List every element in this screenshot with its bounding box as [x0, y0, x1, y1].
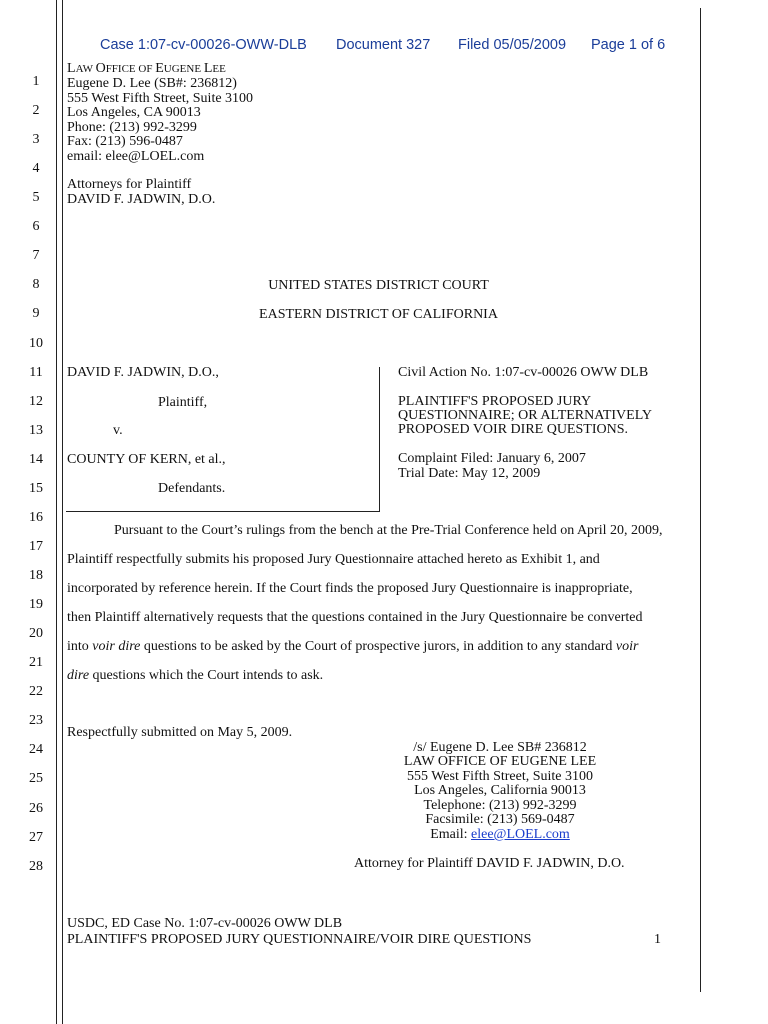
- line-number: 6: [32, 219, 40, 234]
- footer-case-number: USDC, ED Case No. 1:07-cv-00026 OWW DLB: [67, 916, 343, 931]
- line-number: 4: [32, 161, 40, 176]
- left-margin-rule-outer: [56, 0, 57, 1024]
- body-line-3: incorporated by reference herein. If the Court finds the proposed Jury Questionnaire is inappropriate,: [67, 581, 633, 596]
- attorney-email: email: elee@LOEL.com: [67, 149, 205, 164]
- defendant-role: Defendants.: [158, 481, 226, 496]
- caption-divider-vertical: [379, 367, 380, 511]
- body-line-2: Plaintiff respectfully submits his proposed Jury Questionnaire attached hereto as Exhibit 1, and: [67, 552, 600, 567]
- header-filed-date: Filed 05/05/2009: [458, 37, 567, 53]
- line-number: 16: [29, 510, 43, 525]
- line-number: 25: [29, 771, 43, 786]
- line-number: 23: [29, 713, 43, 728]
- line-number: 17: [29, 539, 43, 554]
- trial-date: Trial Date: May 12, 2009: [398, 466, 541, 481]
- line-number: 2: [32, 103, 40, 118]
- attorney-name: Eugene D. Lee (SB#: 236812): [67, 76, 237, 91]
- plaintiff-name: DAVID F. JADWIN, D.O.,: [67, 365, 219, 380]
- signature-telephone: Telephone: (213) 992-3299: [423, 798, 577, 813]
- line-number: 21: [29, 655, 43, 670]
- header-case-number: Case 1:07-cv-00026-OWW-DLB: [100, 37, 307, 53]
- signature-address-1: 555 West Fifth Street, Suite 3100: [406, 769, 594, 784]
- attorney-fax: Fax: (213) 596-0487: [67, 134, 183, 149]
- footer-page-number: 1: [654, 932, 661, 947]
- right-margin-rule: [700, 8, 701, 992]
- document-title-line-1: PLAINTIFF'S PROPOSED JURY: [398, 394, 592, 409]
- footer-document-title: PLAINTIFF'S PROPOSED JURY QUESTIONNAIRE/VOIR DIRE QUESTIONS: [67, 932, 532, 947]
- header-page-count: Page 1 of 6: [591, 37, 666, 53]
- line-number: 12: [29, 394, 43, 409]
- line-number: 11: [29, 365, 43, 380]
- plaintiff-role: Plaintiff,: [158, 395, 208, 410]
- submitted-date-line: Respectfully submitted on May 5, 2009.: [67, 725, 293, 740]
- firm-name: LAW OFFICE OF EUGENE LEE: [67, 61, 226, 76]
- left-margin-rule-inner: [62, 0, 63, 1024]
- line-number: 3: [32, 132, 40, 147]
- attorney-phone: Phone: (213) 992-3299: [67, 120, 197, 135]
- signature-line: /s/ Eugene D. Lee SB# 236812: [413, 740, 587, 755]
- line-number: 5: [32, 190, 40, 205]
- court-district: EASTERN DISTRICT OF CALIFORNIA: [259, 307, 498, 322]
- line-number: 8: [32, 277, 40, 292]
- signature-firm: LAW OFFICE OF EUGENE LEE: [403, 754, 597, 769]
- complaint-filed-date: Complaint Filed: January 6, 2007: [398, 451, 586, 466]
- document-title-line-3: PROPOSED VOIR DIRE QUESTIONS.: [398, 422, 628, 437]
- header-document-number: Document 327: [336, 37, 431, 53]
- line-number: 9: [32, 306, 40, 321]
- body-line-1: Pursuant to the Court’s rulings from the bench at the Pre-Trial Conference held on April 20, 2009,: [114, 523, 663, 538]
- line-number: 14: [29, 452, 43, 467]
- line-number: 7: [32, 248, 40, 263]
- line-number: 10: [29, 336, 43, 351]
- line-number: 22: [29, 684, 43, 699]
- line-number: 20: [29, 626, 43, 641]
- line-number: 18: [29, 568, 43, 583]
- body-line-4: then Plaintiff alternatively requests that the questions contained in the Jury Questionnaire be converted: [67, 610, 643, 625]
- line-number: 28: [29, 859, 43, 874]
- civil-action-number: Civil Action No. 1:07-cv-00026 OWW DLB: [398, 365, 649, 380]
- attorney-address-1: 555 West Fifth Street, Suite 3100: [67, 91, 254, 106]
- line-number: 15: [29, 481, 43, 496]
- signature-address-2: Los Angeles, California 90013: [414, 783, 586, 798]
- email-link[interactable]: elee@LOEL.com: [471, 827, 570, 842]
- body-line-5: into voir dire questions to be asked by the Court of prospective jurors, in addition to any standard voir: [67, 639, 639, 654]
- defendant-name: COUNTY OF KERN, et al.,: [67, 452, 226, 467]
- attorney-for-plaintiff: Attorney for Plaintiff DAVID F. JADWIN, D.O.: [354, 856, 625, 871]
- caption-divider-horizontal: [66, 511, 380, 512]
- body-line-6: dire questions which the Court intends to ask.: [67, 668, 324, 683]
- document-title-line-2: QUESTIONNAIRE; OR ALTERNATIVELY: [398, 408, 652, 423]
- versus: v.: [113, 423, 123, 438]
- attorneys-for: Attorneys for Plaintiff: [67, 177, 192, 192]
- line-number: 27: [29, 830, 43, 845]
- signature-email-row: Email: elee@LOEL.com: [430, 827, 570, 842]
- line-number: 1: [32, 74, 40, 89]
- line-number: 13: [29, 423, 43, 438]
- client-name: DAVID F. JADWIN, D.O.: [67, 192, 216, 207]
- line-number: 19: [29, 597, 43, 612]
- attorney-address-2: Los Angeles, CA 90013: [67, 105, 201, 120]
- court-name: UNITED STATES DISTRICT COURT: [268, 278, 489, 293]
- signature-facsimile: Facsimile: (213) 569-0487: [425, 812, 575, 827]
- line-number: 26: [29, 801, 43, 816]
- line-number: 24: [29, 742, 43, 757]
